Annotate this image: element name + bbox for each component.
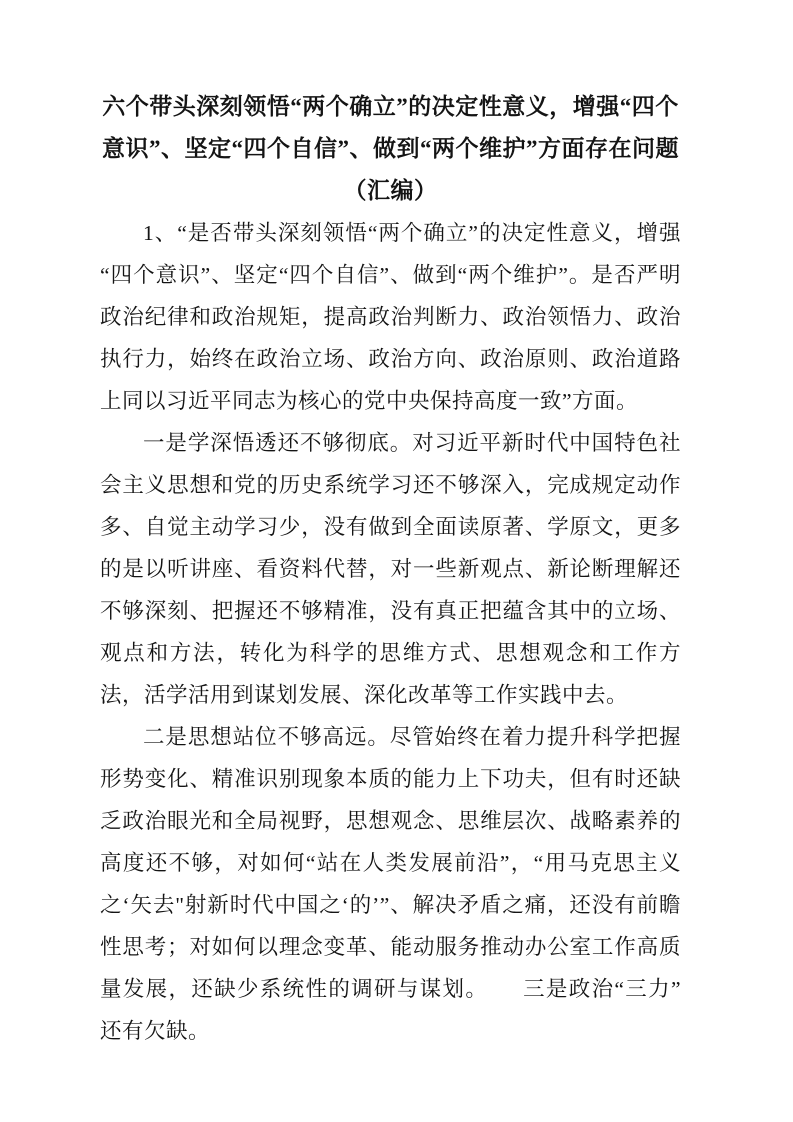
paragraph-issue-two: 二是思想站位不够高远。尽管始终在着力提升科学把握形势变化、精准识别现象本质的能力上下功夫，但有时还缺乏政治眼光和全局视野，思想观念、思维层次、战略素养的高度还不够，对如何“站在人类发展前沿”，“用马克思主义之‘矢去"射新时代中国之‘的’”、解决矛盾之痛，还没有前瞻性思考；对如何以理念变革、能动服务推动办公室工作高质量发展，还缺少系统性的调研与谋划。 三是政治“三力”还有欠缺。 bbox=[100, 725, 681, 1043]
paragraph-problem-statement: 1、“是否带头深刻领悟“两个确立”的决定性意义，增强“四个意识”、坚定“四个自信”、做到“两个维护”。是否严明政治纪律和政治规矩，提高政治判断力、政治领悟力、政治执行力，始终在政治立场、政治方向、政治原则、政治道路上同以习近平同志为核心的党中央保持高度一致”方面。 bbox=[100, 221, 681, 413]
paragraph-issue-one: 一是学深悟透还不够彻底。对习近平新时代中国特色社会主义思想和党的历史系统学习还不够深入，完成规定动作多、自觉主动学习少，没有做到全面读原著、学原文，更多的是以听讲座、看资料代替，对一些新观点、新论断理解还不够深刻、把握还不够精准，没有真正把蕴含其中的立场、观点和方法，转化为科学的思维方式、思想观念和工作方法，活学活用到谋划发展、深化改革等工作实践中去。 bbox=[100, 431, 681, 707]
document-title: 六个带头深刻领悟“两个确立”的决定性意义，增强“四个意识”、坚定“四个自信”、做到“两个维护”方面存在问题（汇编） bbox=[102, 94, 679, 203]
